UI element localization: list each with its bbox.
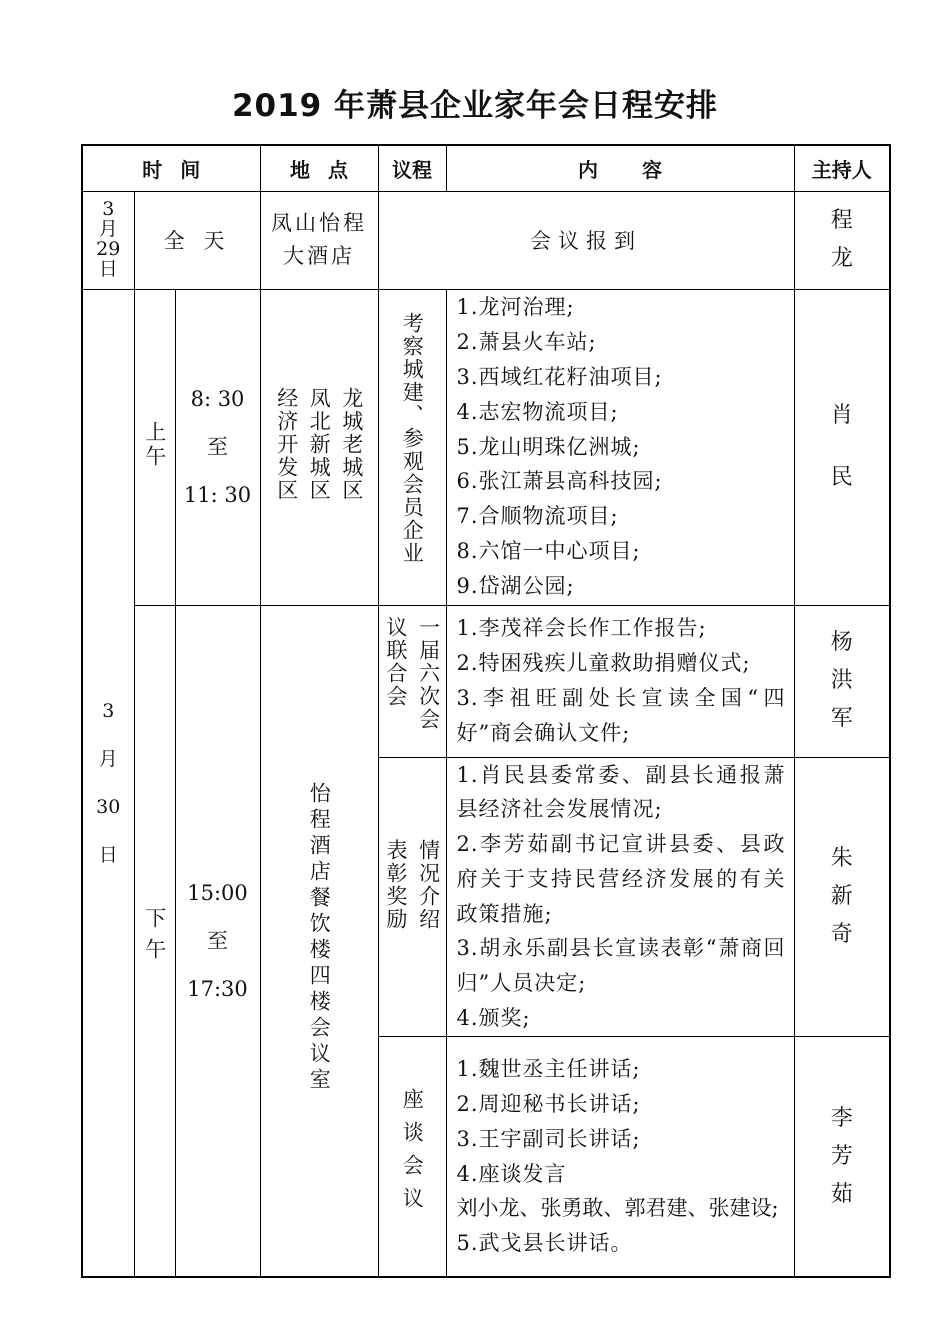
afternoon-period: 下午 xyxy=(134,605,175,1277)
day1-date: 3 月 29 日 xyxy=(82,191,134,289)
session2-agenda: 情况介绍表彰奖励 xyxy=(378,757,446,1036)
header-row xyxy=(82,145,890,191)
session3-host: 李 芳 茹 xyxy=(794,1036,890,1277)
morning-agenda: 考察城建、参观会员企业 xyxy=(378,289,446,605)
schedule-table xyxy=(81,144,891,1278)
day1-location: 凤山怡程 大酒店 xyxy=(260,191,378,289)
morning-period: 上午 xyxy=(134,289,175,605)
list-item: 8.六馆一中心项目; xyxy=(456,538,641,563)
list-item: 4.志宏物流项目; xyxy=(456,399,619,424)
morning-row xyxy=(82,289,890,605)
afternoon-location: 怡程酒店餐饮楼四楼会议室 xyxy=(260,605,378,1277)
session1-row xyxy=(82,605,890,757)
header-time: 时间 xyxy=(82,145,260,191)
list-item: 3.王宇副司长讲话; xyxy=(456,1126,641,1151)
list-item: 3.李祖旺副处长宣读全国“四好”商会确认文件; xyxy=(456,686,786,745)
list-item: 6.张江萧县高科技园; xyxy=(456,469,663,494)
list-item: 3.西域红花籽油项目; xyxy=(456,365,663,389)
list-item: 2.特困残疾儿童救助捐赠仪式; xyxy=(456,651,751,676)
afternoon-time: 15:00 至 17:30 xyxy=(175,605,260,1277)
session1-agenda: 一届六次会议联合会 xyxy=(378,605,446,757)
session3-content xyxy=(446,1036,794,1277)
list-item: 2.周迎秘书长讲话; xyxy=(456,1092,641,1117)
list-item: 刘小龙、张勇敢、郭君建、张建设; xyxy=(456,1196,779,1221)
session2-content xyxy=(446,757,794,1036)
list-item: 9.岱湖公园; xyxy=(456,573,575,598)
list-item: 1.魏世丞主任讲话; xyxy=(456,1057,641,1082)
list-item: 4.座谈发言 xyxy=(456,1161,567,1186)
morning-content xyxy=(446,289,794,605)
session3-agenda: 座谈会议 xyxy=(378,1036,446,1277)
header-location: 地点 xyxy=(260,145,378,191)
list-item: 1.龙河治理; xyxy=(456,295,575,320)
header-content: 内容 xyxy=(446,145,794,191)
list-item: 1.李茂祥会长作工作报告; xyxy=(456,616,707,641)
list-item: 3.胡永乐副县长宣读表彰“萧商回归”人员决定; xyxy=(456,936,786,996)
list-item: 7.合顺物流项目; xyxy=(456,504,619,529)
list-item: 2.萧县火车站; xyxy=(456,330,597,355)
morning-time: 8: 30 至 11: 30 xyxy=(175,289,260,605)
list-item: 5.武戈县长讲话。 xyxy=(456,1231,633,1256)
session1-host: 杨 洪 军 xyxy=(794,605,890,757)
morning-host: 肖 民 xyxy=(794,289,890,605)
morning-location: 龙城老城区凤北新城区经济开发区 xyxy=(260,289,378,605)
list-item: 2.李芳茹副书记宣讲县委、县政府关于支持民营经济发展的有关政策措施; xyxy=(456,832,786,926)
header-agenda: 议程 xyxy=(378,145,446,191)
day1-time: 全 天 xyxy=(134,191,260,289)
session1-content xyxy=(446,605,794,757)
page-title: 2019 年萧县企业家年会日程安排 xyxy=(231,88,719,124)
list-item: 5.龙山明珠亿洲城; xyxy=(456,434,641,459)
day1-row xyxy=(82,191,890,289)
header-host: 主持人 xyxy=(794,145,890,191)
day1-content: 会议报到 xyxy=(378,191,794,289)
list-item: 4.颁奖; xyxy=(456,1006,531,1031)
day2-date: 3 月 30 日 xyxy=(82,289,134,1277)
session2-host: 朱 新 奇 xyxy=(794,757,890,1036)
day1-host: 程 龙 xyxy=(794,191,890,289)
list-item: 1.肖民县委常委、副县长通报萧县经济社会发展情况; xyxy=(456,762,786,822)
